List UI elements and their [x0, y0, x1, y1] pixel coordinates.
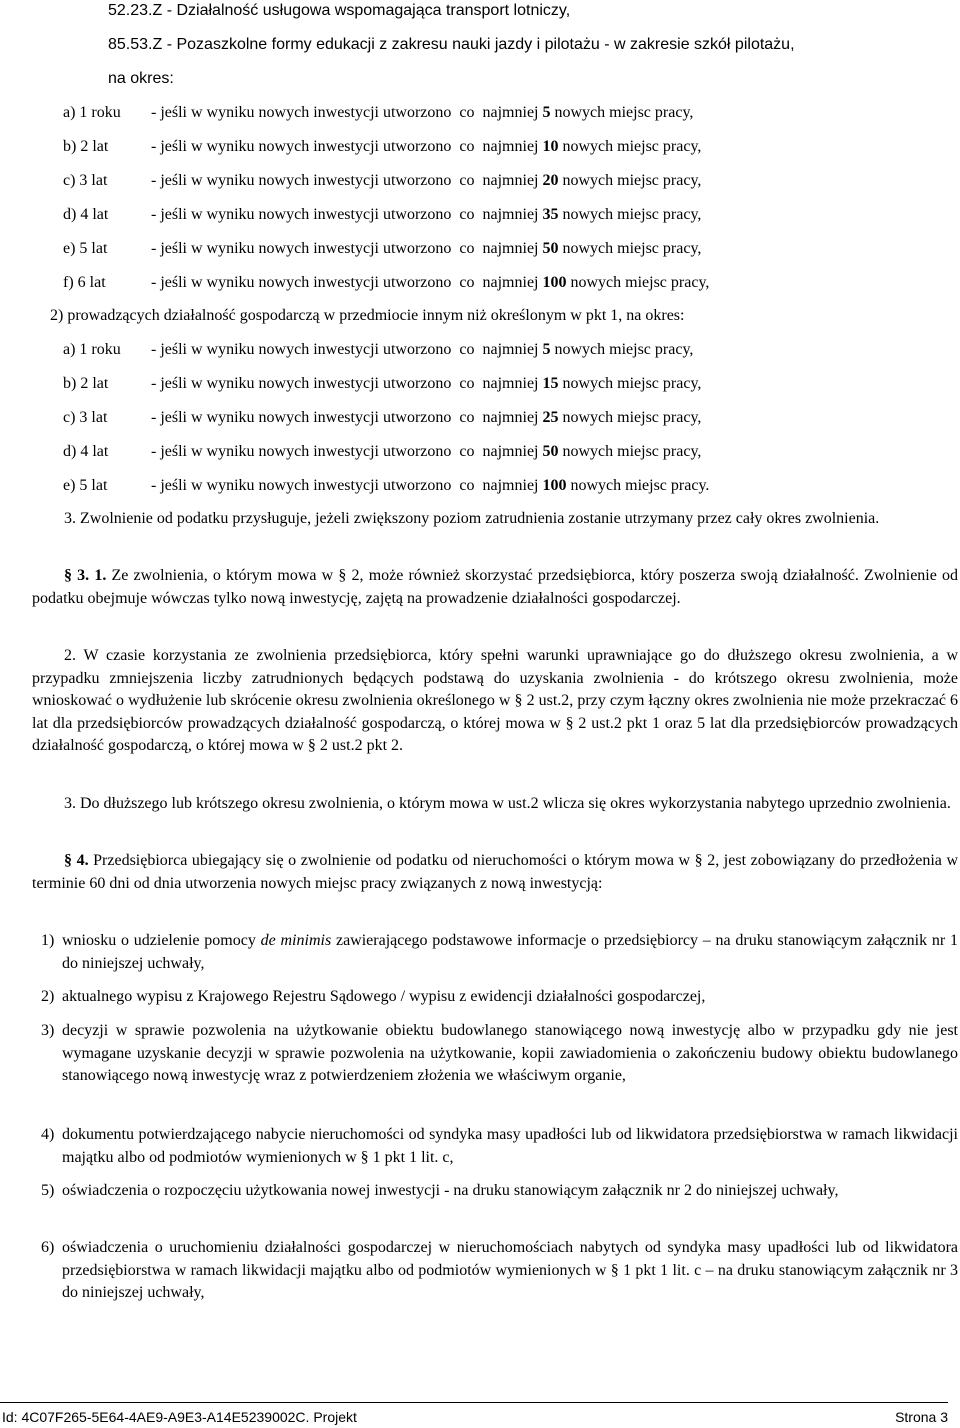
list-number: 3) [41, 1022, 55, 1039]
paragraph-3: 3. Zwolnienie od podatku przysługuje, jeżeli zwiększony poziom zatrudnienia zostanie utrzymany przez cały okres zwolnienia. [64, 510, 880, 527]
jobs-count: 10 [542, 138, 559, 155]
period-label: e) 5 lat [63, 240, 108, 257]
period-condition: - jeśli w wyniku nowych inwestycji utworzono co najmniej 5 nowych miejsc pracy, [151, 104, 694, 121]
period-row [63, 103, 693, 123]
jobs-count: 5 [542, 341, 551, 358]
section-3-1-text: Ze zwolnienia, o którym mowa w § 2, może również skorzystać przedsiębiorca, który poszerza swoją działalność. Zwolnienie od podatku obejmuje wówczas tylko nową inwestycję, zajętą na prowadzenie działalności gospodarczej. [32, 567, 959, 607]
list-item-1: 1) wniosku o udzielenie pomocy de minimis zawierającego podstawowe informacje o przedsiębiorcy – na druku stanowiącym załącznik nr 1 do niniejszej uchwały, [41, 932, 959, 972]
list-number: 6) [41, 1239, 55, 1256]
period-condition: - jeśli w wyniku nowych inwestycji utworzono co najmniej 100 nowych miejsc pracy. [151, 477, 710, 494]
jobs-count: 35 [542, 206, 559, 223]
period-row [63, 239, 701, 259]
jobs-count: 15 [542, 375, 559, 392]
period-row [63, 374, 701, 394]
jobs-count: 5 [542, 104, 551, 121]
list-number: 5) [41, 1182, 55, 1199]
jobs-count: 25 [542, 409, 559, 426]
pkd-line-52-23: 52.23.Z - Działalność usługowa wspomagająca transport lotniczy, [108, 2, 571, 19]
period-label: a) 1 roku [63, 104, 121, 121]
period-condition: - jeśli w wyniku nowych inwestycji utworzono co najmniej 50 nowych miejsc pracy, [151, 240, 702, 257]
footer-page-number: Strona 3 [895, 1409, 948, 1425]
de-minimis-italic: de minimis [260, 932, 332, 949]
period-label: e) 5 lat [63, 477, 108, 494]
period-intro: na okres: [108, 70, 174, 87]
period-condition: - jeśli w wyniku nowych inwestycji utworzono co najmniej 20 nowych miejsc pracy, [151, 172, 702, 189]
period-label: c) 3 lat [63, 409, 108, 426]
period-label: f) 6 lat [63, 274, 106, 291]
period-label: a) 1 roku [63, 341, 121, 358]
section-3-3: 3. Do dłuższego lub krótszego okresu zwolnienia, o którym mowa w ust.2 wlicza się okres wykorzystania nabytego uprzednio zwolnienia. [64, 795, 951, 812]
pkd-line-85-53: 85.53.Z - Pozaszkolne formy edukacji z zakresu nauki jazdy i pilotażu - w zakresie szkół pilotażu, [108, 36, 795, 53]
list-item-6: 6) oświadczenia o uruchomieniu działalności gospodarczej w nieruchomościach nabytych od syndyka masy upadłości lub od likwidatora przedsiębiorstwa w ramach likwidacji majątku albo od podmiotów wymienionych w § 1 pkt 1 lit. c – na druku stanowiącym załącznik nr 3 do niniejszej uchwały, [41, 1239, 958, 1301]
period-condition: - jeśli w wyniku nowych inwestycji utworzono co najmniej 15 nowych miejsc pracy, [151, 375, 702, 392]
period-condition: - jeśli w wyniku nowych inwestycji utworzono co najmniej 5 nowych miejsc pracy, [151, 341, 694, 358]
list-item-3: 3) decyzji w sprawie pozwolenia na użytkowanie obiektu budowlanego stanowiącego nową inwestycję albo w przypadku gdy nie jest wymagane uzyskanie decyzji w sprawie pozwolenia na użytkowanie, kopii zawiadomienia o zakończeniu budowy obiektu budowlanego stanowiącego nową inwestycję wraz z potwierdzeniem złożenia we właściwym organie, [41, 1022, 958, 1084]
list-item-4: 4) dokumentu potwierdzającego nabycie nieruchomości od syndyka masy upadłości lub od likwidatora przedsiębiorstwa w ramach likwidacji majątku albo od podmiotów wymienionych w § 1 pkt 1 lit. c, [41, 1126, 958, 1166]
period-row [63, 476, 709, 496]
jobs-count: 100 [542, 274, 567, 291]
period-condition: - jeśli w wyniku nowych inwestycji utworzono co najmniej 25 nowych miejsc pracy, [151, 409, 702, 426]
list-number: 4) [41, 1126, 55, 1143]
footer-document-id: Id: 4C07F265-5E64-4AE9-A9E3-A14E5239002C. Projekt [2, 1409, 357, 1425]
period-condition: - jeśli w wyniku nowych inwestycji utworzono co najmniej 50 nowych miejsc pracy, [151, 443, 702, 460]
section-4-text: Przedsiębiorca ubiegający się o zwolnienie od podatku od nieruchomości o którym mowa w § 2, jest zobowiązany do przedłożenia w terminie 60 dni od dnia utworzenia nowych miejsc pracy związanych z nową inwestycją: [32, 852, 959, 892]
footer-rule [0, 1402, 948, 1403]
period-row [63, 340, 693, 360]
list-item-5: 5) oświadczenia o rozpoczęciu użytkowania nowej inwestycji - na druku stanowiącym załącznik nr 2 do niniejszej uchwały, [41, 1180, 958, 1203]
section-3-2: 2. W czasie korzystania ze zwolnienia przedsiębiorca, który spełni warunki uprawniające go do dłuższego okresu zwolnienia, a w przypadku zmniejszenia liczby zatrudnionych będących podstawą do uzyskania zwolnienia - do krótszego okresu zwolnienia, może wnioskować o wydłużenie lub skrócenie okresu zwolnienia określonego w § 2 ust.2, przy czym łączny okres zwolnienia nie może przekraczać 6 lat dla przedsiębiorców prowadzących działalność gospodarczą, o której mowa w § 2 ust.2 pkt 1 oraz 5 lat dla przedsiębiorców prowadzących działalność gospodarczą, o której mowa w § 2 ust.2 pkt 2. [32, 647, 958, 754]
section-4 [32, 850, 958, 895]
section-2-title: 2) prowadzących działalność gospodarczą w przedmiocie innym niż określonym w pkt 1, na okres: [50, 307, 685, 324]
period-label: c) 3 lat [63, 172, 108, 189]
period-row [63, 137, 701, 157]
period-row [63, 442, 701, 462]
period-label: b) 2 lat [63, 138, 109, 155]
period-label: d) 4 lat [63, 206, 109, 223]
period-condition: - jeśli w wyniku nowych inwestycji utworzono co najmniej 10 nowych miejsc pracy, [151, 138, 702, 155]
section-3-1-label: § 3. 1. [64, 567, 107, 584]
list-number: 2) [41, 988, 55, 1005]
period-condition: - jeśli w wyniku nowych inwestycji utworzono co najmniej 35 nowych miejsc pracy, [151, 206, 702, 223]
period-row [63, 273, 709, 293]
period-condition: - jeśli w wyniku nowych inwestycji utworzono co najmniej 100 nowych miejsc pracy, [151, 274, 710, 291]
period-row [63, 171, 701, 191]
jobs-count: 50 [542, 240, 559, 257]
jobs-count: 50 [542, 443, 559, 460]
period-row [63, 205, 701, 225]
period-row [63, 408, 701, 428]
list-number: 1) [41, 932, 55, 949]
section-4-label: § 4. [64, 852, 89, 869]
list-item-2: 2) aktualnego wypisu z Krajowego Rejestru Sądowego / wypisu z ewidencji działalności gospodarczej, [41, 986, 958, 1009]
jobs-count: 100 [542, 477, 567, 494]
jobs-count: 20 [542, 172, 559, 189]
period-label: b) 2 lat [63, 375, 109, 392]
period-label: d) 4 lat [63, 443, 109, 460]
section-3-1 [32, 565, 958, 610]
